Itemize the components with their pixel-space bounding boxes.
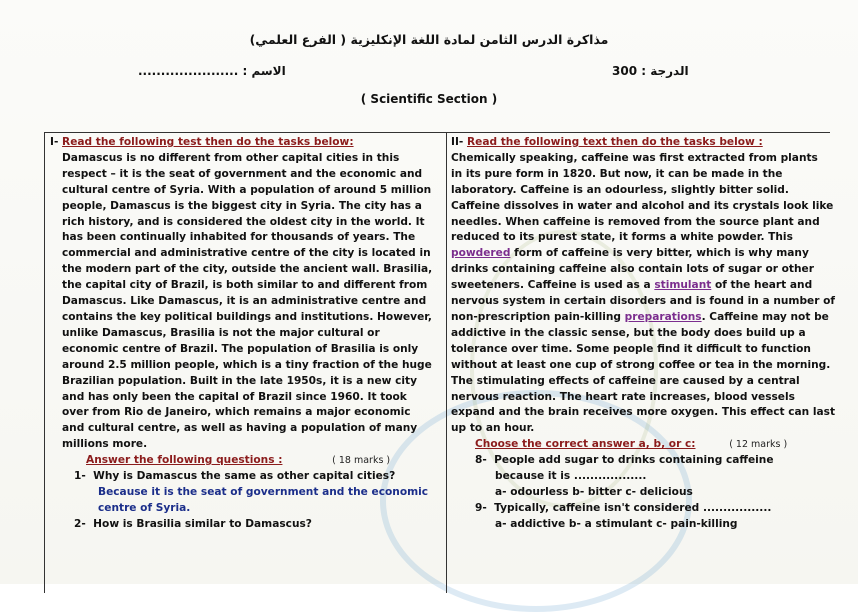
passage-line: The stimulating effects of caffeine are caused by a central (451, 374, 800, 387)
passage-line: contains the key political buildings and institutions. However, (62, 310, 432, 323)
passage-line: economic centre of Brazil. The population of Brasilia is only (62, 342, 419, 355)
passage-line (451, 310, 835, 326)
choose-heading-line (451, 437, 835, 453)
passage-line: up to an hour. (451, 422, 535, 435)
passage-line: people, Damascus is the biggest city in Syria. The city has a (62, 199, 422, 212)
question-text: People add sugar to drinks containing caffeine (494, 454, 774, 467)
line-text: of the heart and (711, 279, 813, 292)
question-text: How is Brasilia similar to Damascus? (93, 517, 312, 530)
passage-line (451, 246, 835, 262)
passage-line: cultural centre of Syria. With a population of around 5 million (62, 183, 432, 196)
section-marker: II- (451, 136, 464, 148)
questions-marks: ( 18 marks ) (332, 455, 391, 467)
passage-body (50, 151, 432, 453)
question-8-options: a- odourless b- bitter c- delicious (495, 485, 693, 498)
passage-line: and cultural centre, as well as having a population of many (62, 422, 418, 435)
passage-body-start (451, 151, 835, 246)
passage-line: tolerance over time. Some people find it difficult to function (451, 342, 811, 355)
question-number: 1- (74, 470, 86, 483)
passage-line: nervous reaction. The heart rate increases, blood vessels (451, 390, 795, 403)
column-divider (446, 133, 447, 593)
question-1 (50, 469, 432, 485)
passage-body-end (451, 326, 835, 437)
passage-line: without at least one cup of strong coffee or tea in the morning. (451, 358, 831, 371)
passage-line: Damascus. Like Damascus, it is an administrative centre and (62, 295, 427, 308)
line-text: non-prescription pain-killing (451, 310, 625, 323)
passage-line: reduced to its purest state, it forms a white powder. This (451, 231, 793, 244)
question-8-cont: because it is .................. (495, 470, 647, 483)
passage-line: drinks containing caffeine also contain lots of sugar or other (451, 263, 814, 276)
passage-line: has been continually inhabited for thousands of years. The (62, 231, 416, 244)
line-text: form of caffeine is very bitter, which is why many (510, 247, 809, 260)
question-number: 8- (475, 454, 487, 467)
questions-heading-line (50, 453, 432, 469)
passage-line: respect – it is the seat of government and the economic and (62, 167, 423, 180)
passage-line: addictive in the classic sense, but the body does build up a (451, 326, 806, 339)
passage-heading-line (451, 135, 835, 151)
highlighted-word: stimulant (654, 279, 712, 292)
passage-caffeine (451, 135, 835, 533)
passage-line: the capital city of Brazil, is both similar to and different from (62, 279, 428, 292)
choose-marks: ( 12 marks ) (729, 439, 788, 451)
passage-line: nervous system in certain disorders and is found in a number of (451, 295, 836, 308)
line-text: . Caffeine may not be (701, 310, 829, 323)
passage-line: laboratory. Caffeine is an odourless, slightly bitter solid. (451, 183, 789, 196)
question-text: Typically, caffeine isn't considered ................. (494, 501, 772, 514)
answer-1-line-1: Because it is the seat of government and the economic (98, 485, 429, 498)
questions-heading: Answer the following questions : (86, 454, 283, 467)
line-text: sweeteners. Caffeine is used as a (451, 279, 655, 292)
question-9-options: a- addictive b- a stimulant c- pain-killing (495, 517, 738, 530)
left-border (44, 133, 45, 593)
passage-line: Chemically speaking, caffeine was first extracted from plants (451, 151, 818, 164)
passage-line: rich history, and is considered the oldest city in the world. It (62, 215, 425, 228)
passage-heading: Read the following test then do the tasks below: (62, 136, 354, 148)
passage-line: Brazilian population. Built in the late 1950s, it is a new city (62, 374, 417, 387)
question-text: Why is Damascus the same as other capital cities? (93, 470, 396, 483)
grade-label: الدرجة : 300 (612, 64, 689, 78)
passage-heading: Read the following text then do the tasks below : (466, 136, 763, 148)
page-title: مذاكرة الدرس الثامن لمادة اللغة الإنكليزية ( الفرع العلمي) (249, 32, 609, 47)
name-field-label: الاسم : ...................... (138, 64, 286, 78)
top-rule (44, 132, 830, 133)
choose-heading: Choose the correct answer a, b, or c: (475, 438, 696, 451)
passage-line (451, 278, 835, 294)
question-2 (50, 517, 432, 533)
passage-heading-line (50, 135, 432, 151)
passage-line: needles. When caffeine is removed from the source plant and (451, 215, 820, 228)
passage-line: Damascus is no different from other capital cities in this (62, 151, 400, 164)
question-9 (451, 501, 835, 517)
passage-line: Caffeine dissolves in water and alcohol and its crystals look like (451, 199, 834, 212)
highlighted-word: powdered (451, 247, 511, 260)
question-8 (451, 453, 835, 469)
passage-line: and has only been the capital of Brazil since 1960. It took (62, 390, 407, 403)
highlighted-word: preparations (624, 310, 702, 323)
passage-damascus (50, 135, 432, 533)
passage-line: commercial and administrative centre of the city is located in (62, 247, 431, 260)
passage-line: around 2.5 million people, which is a tiny fraction of the huge (62, 358, 432, 371)
question-number: 2- (74, 517, 86, 530)
passage-line: expand and the brain receives more oxygen. This effect can last (451, 406, 836, 419)
answer-1-line-2: centre of Syria. (98, 501, 191, 514)
section-marker: I- (50, 136, 59, 148)
passage-line: over from Rio de Janeiro, which remains a major economic (62, 406, 411, 419)
passage-line: unlike Damascus, Brasilia is not the major cultural or (62, 326, 380, 339)
section-label: ( Scientific Section ) (360, 92, 498, 106)
passage-line: millions more. (62, 438, 148, 451)
question-number: 9- (475, 501, 487, 514)
passage-line: the modern part of the city, outside the ancient wall. Brasilia, (62, 263, 433, 276)
passage-line: in its pure form in 1820. But now, it can be made in the (451, 167, 783, 180)
